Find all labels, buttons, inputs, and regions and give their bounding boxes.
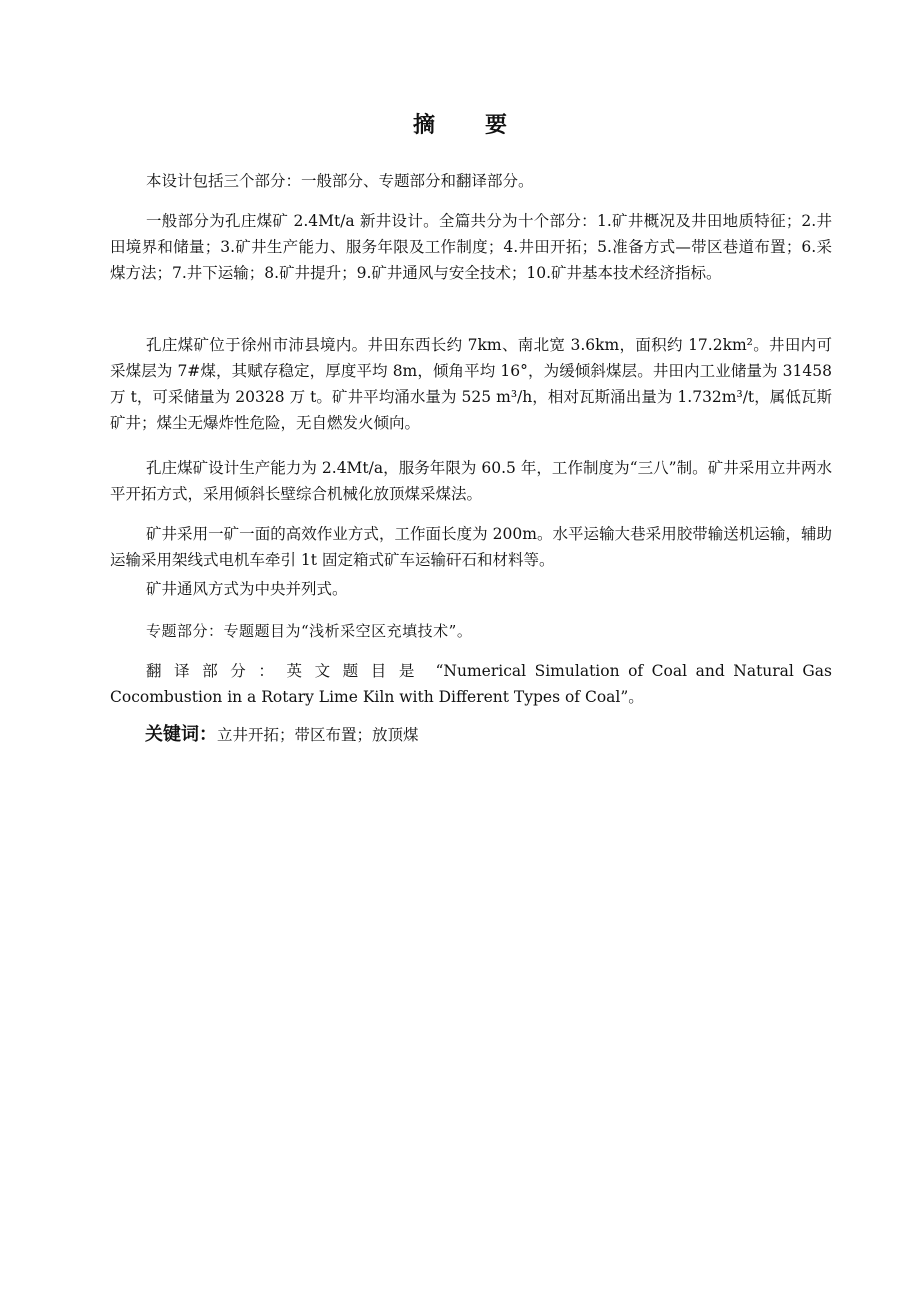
paragraph-working-face: 矿井采用一矿一面的高效作业方式，工作面长度为 200m。水平运输大巷采用胶带输送机运输，辅助运输采用架线式电机车牵引 1t 固定箱式矿车运输矸石和材料等。 (110, 525, 832, 569)
paragraph-special-topic: 专题部分：专题题目为“浅析采空区充填技术”。 (146, 622, 473, 640)
keywords-line (145, 722, 419, 748)
translation-label: 翻译部分：英文题目是 (146, 662, 427, 680)
paragraph-ventilation: 矿井通风方式为中央并列式。 (146, 580, 348, 598)
paragraph-overview: 本设计包括三个部分：一般部分、专题部分和翻译部分。 (146, 172, 534, 190)
paragraph-general-part: 一般部分为孔庄煤矿 2.4Mt/a 新井设计。全篇共分为十个部分：1.矿井概况及井田地质特征；2.井田境界和储量；3.矿井生产能力、服务年限及工作制度；4.井田开拓；5.准备方式—带区巷道布置；6.采煤方法；7.井下运输；8.矿井提升；9.矿井通风与安全技术；10.矿井基本技术经济指标。 (110, 212, 832, 282)
keywords-label: 关键词： (145, 724, 217, 745)
paragraph-mine-location: 孔庄煤矿位于徐州市沛县境内。井田东西长约 7km、南北宽 3.6km，面积约 17.2km²。井田内可采煤层为 7#煤，其赋存稳定，厚度平均 8m，倾角平均 16°，为缓倾斜煤层。井田内工业储量为 31458 万 t，可采储量为 20328 万 t。矿井平均涌水量为 525 m³/h，相对瓦斯涌出量为 1.732m³/t，属低瓦斯矿井；煤尘无爆炸性危险，无自燃发火倾向。 (110, 336, 832, 432)
paragraph-translation (110, 658, 832, 710)
translation-english-title: “Numerical Simulation of Coal and Natural Gas Cocombustion in a Rotary Lime Kiln with Different Types of Coal”。 (110, 662, 832, 706)
page-title: 摘 要 (412, 113, 521, 138)
paragraph-production-capacity: 孔庄煤矿设计生产能力为 2.4Mt/a，服务年限为 60.5 年，工作制度为“三八”制。矿井采用立井两水平开拓方式，采用倾斜长壁综合机械化放顶煤采煤法。 (110, 459, 832, 503)
keywords-value: 立井开拓；带区布置；放顶煤 (217, 726, 419, 744)
